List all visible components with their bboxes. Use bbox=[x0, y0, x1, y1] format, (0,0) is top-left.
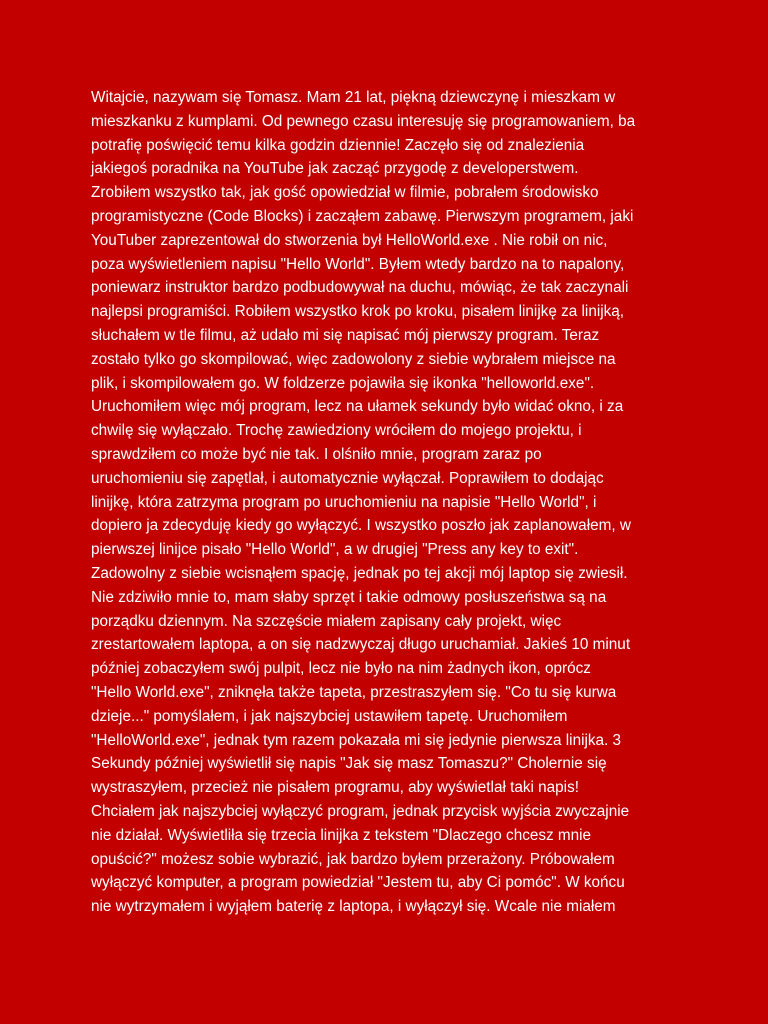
story-line: jakiegoś poradnika na YouTube jak zacząć przygodę z developerstwem. bbox=[91, 160, 579, 178]
story-line: opuścić?" możesz sobie wybrazić, jak bardzo byłem przerażony. Próbowałem bbox=[91, 850, 615, 868]
story-line: "HelloWorld.exe", jednak tym razem pokazała mi się jedynie pierwsza linijka. 3 bbox=[91, 731, 622, 749]
story-line: poza wyświetleniem napisu "Hello World". Byłem wtedy bardzo na to napalony, bbox=[91, 255, 625, 273]
story-line: najlepsi programiści. Robiłem wszystko krok po kroku, pisałem linijkę za linijką, bbox=[91, 303, 625, 321]
story-line: nie działał. Wyświetliła się trzecia linijka z tekstem "Dlaczego chcesz mnie bbox=[91, 826, 592, 844]
story-line: nie wytrzymałem i wyjąłem baterię z laptopa, i wyłączył się. Wcale nie miałem bbox=[91, 898, 616, 916]
story-line: wystraszyłem, przecież nie pisałem programu, aby wyświetlał taki napis! bbox=[91, 779, 579, 797]
story-line: Uruchomiłem więc mój program, lecz na ułamek sekundy było widać okno, i za bbox=[91, 398, 624, 416]
story-line: porządku dziennym. Na szczęście miałem zapisany cały projekt, więc bbox=[91, 612, 562, 630]
story-line: mieszkanku z kumplami. Od pewnego czasu interesuję się programowaniem, ba bbox=[91, 112, 636, 130]
story-line: Witajcie, nazywam się Tomasz. Mam 21 lat, piękną dziewczynę i mieszkam w bbox=[91, 89, 616, 106]
story-line: uruchomieniu się zapętlał, i automatycznie wyłączał. Poprawiłem to dodając bbox=[91, 469, 604, 487]
story-line: Chciałem jak najszybciej wyłączyć program, jednak przycisk wyjścia zwyczajnie bbox=[91, 802, 630, 820]
story-line: programistyczne (Code Blocks) i zacząłem zabawę. Pierwszym programem, jaki bbox=[91, 207, 634, 225]
story-line: poniewarz instruktor bardzo podbudowywał na duchu, mówiąc, że tak zaczynali bbox=[91, 279, 629, 297]
story-line: później zobaczyłem swój pulpit, lecz nie było na nim żadnych ikon, oprócz bbox=[91, 660, 591, 678]
story-line: chwilę się wyłączało. Trochę zawiedziony wróciłem do mojego projektu, i bbox=[91, 422, 582, 440]
story-line: potrafię poświęcić temu kilka godzin dziennie! Zaczęło się od znalezienia bbox=[91, 136, 585, 154]
story-line: pierwszej linijce pisało "Hello World", a w drugiej "Press any key to exit". bbox=[91, 541, 579, 559]
story-line: Zrobiłem wszystko tak, jak gość opowiedział w filmie, pobrałem środowisko bbox=[91, 184, 599, 202]
story-line: plik, i skompilowałem go. W foldzerze pojawiła się ikonka "helloworld.exe". bbox=[91, 374, 595, 392]
story-line: "Hello World.exe", zniknęła także tapeta, przestraszyłem się. "Co tu się kurwa bbox=[91, 683, 617, 701]
story-line: zrestartowałem laptopa, a on się nadzwyczaj długo uruchamiał. Jakieś 10 minut bbox=[91, 636, 631, 654]
story-text bbox=[91, 86, 691, 919]
story-line: Sekundy później wyświetlił się napis "Jak się masz Tomaszu?" Cholernie się bbox=[91, 755, 607, 773]
story-line: wyłączyć komputer, a program powiedział "Jestem tu, aby Ci pomóc". W końcu bbox=[91, 874, 625, 892]
story-line: zostało tylko go skompilować, więc zadowolony z siebie wybrałem miejsce na bbox=[91, 350, 616, 368]
story-line: dopiero ja zdecyduję kiedy go wyłączyć. I wszystko poszło jak zaplanowałem, w bbox=[91, 517, 631, 535]
story-line: linijkę, która zatrzyma program po uruchomieniu na napisie "Hello World", i bbox=[91, 493, 597, 511]
story-line: YouTuber zaprezentował do stworzenia był HelloWorld.exe . Nie robił on nic, bbox=[91, 231, 608, 249]
story-line: sprawdziłem co może być nie tak. I olśniło mnie, program zaraz po bbox=[91, 445, 542, 463]
story-line: Nie zdziwiło mnie to, mam słaby sprzęt i takie odmowy posłuszeństwa są na bbox=[91, 588, 607, 606]
story-line: dzieje..." pomyślałem, i jak najszybciej ustawiłem tapetę. Uruchomiłem bbox=[91, 707, 568, 725]
story-line: słuchałem w tle filmu, aż udało mi się napisać mój pierwszy program. Teraz bbox=[91, 326, 600, 344]
story-line: Zadowolny z siebie wcisnąłem spację, jednak po tej akcji mój laptop się zwiesił. bbox=[91, 564, 628, 582]
